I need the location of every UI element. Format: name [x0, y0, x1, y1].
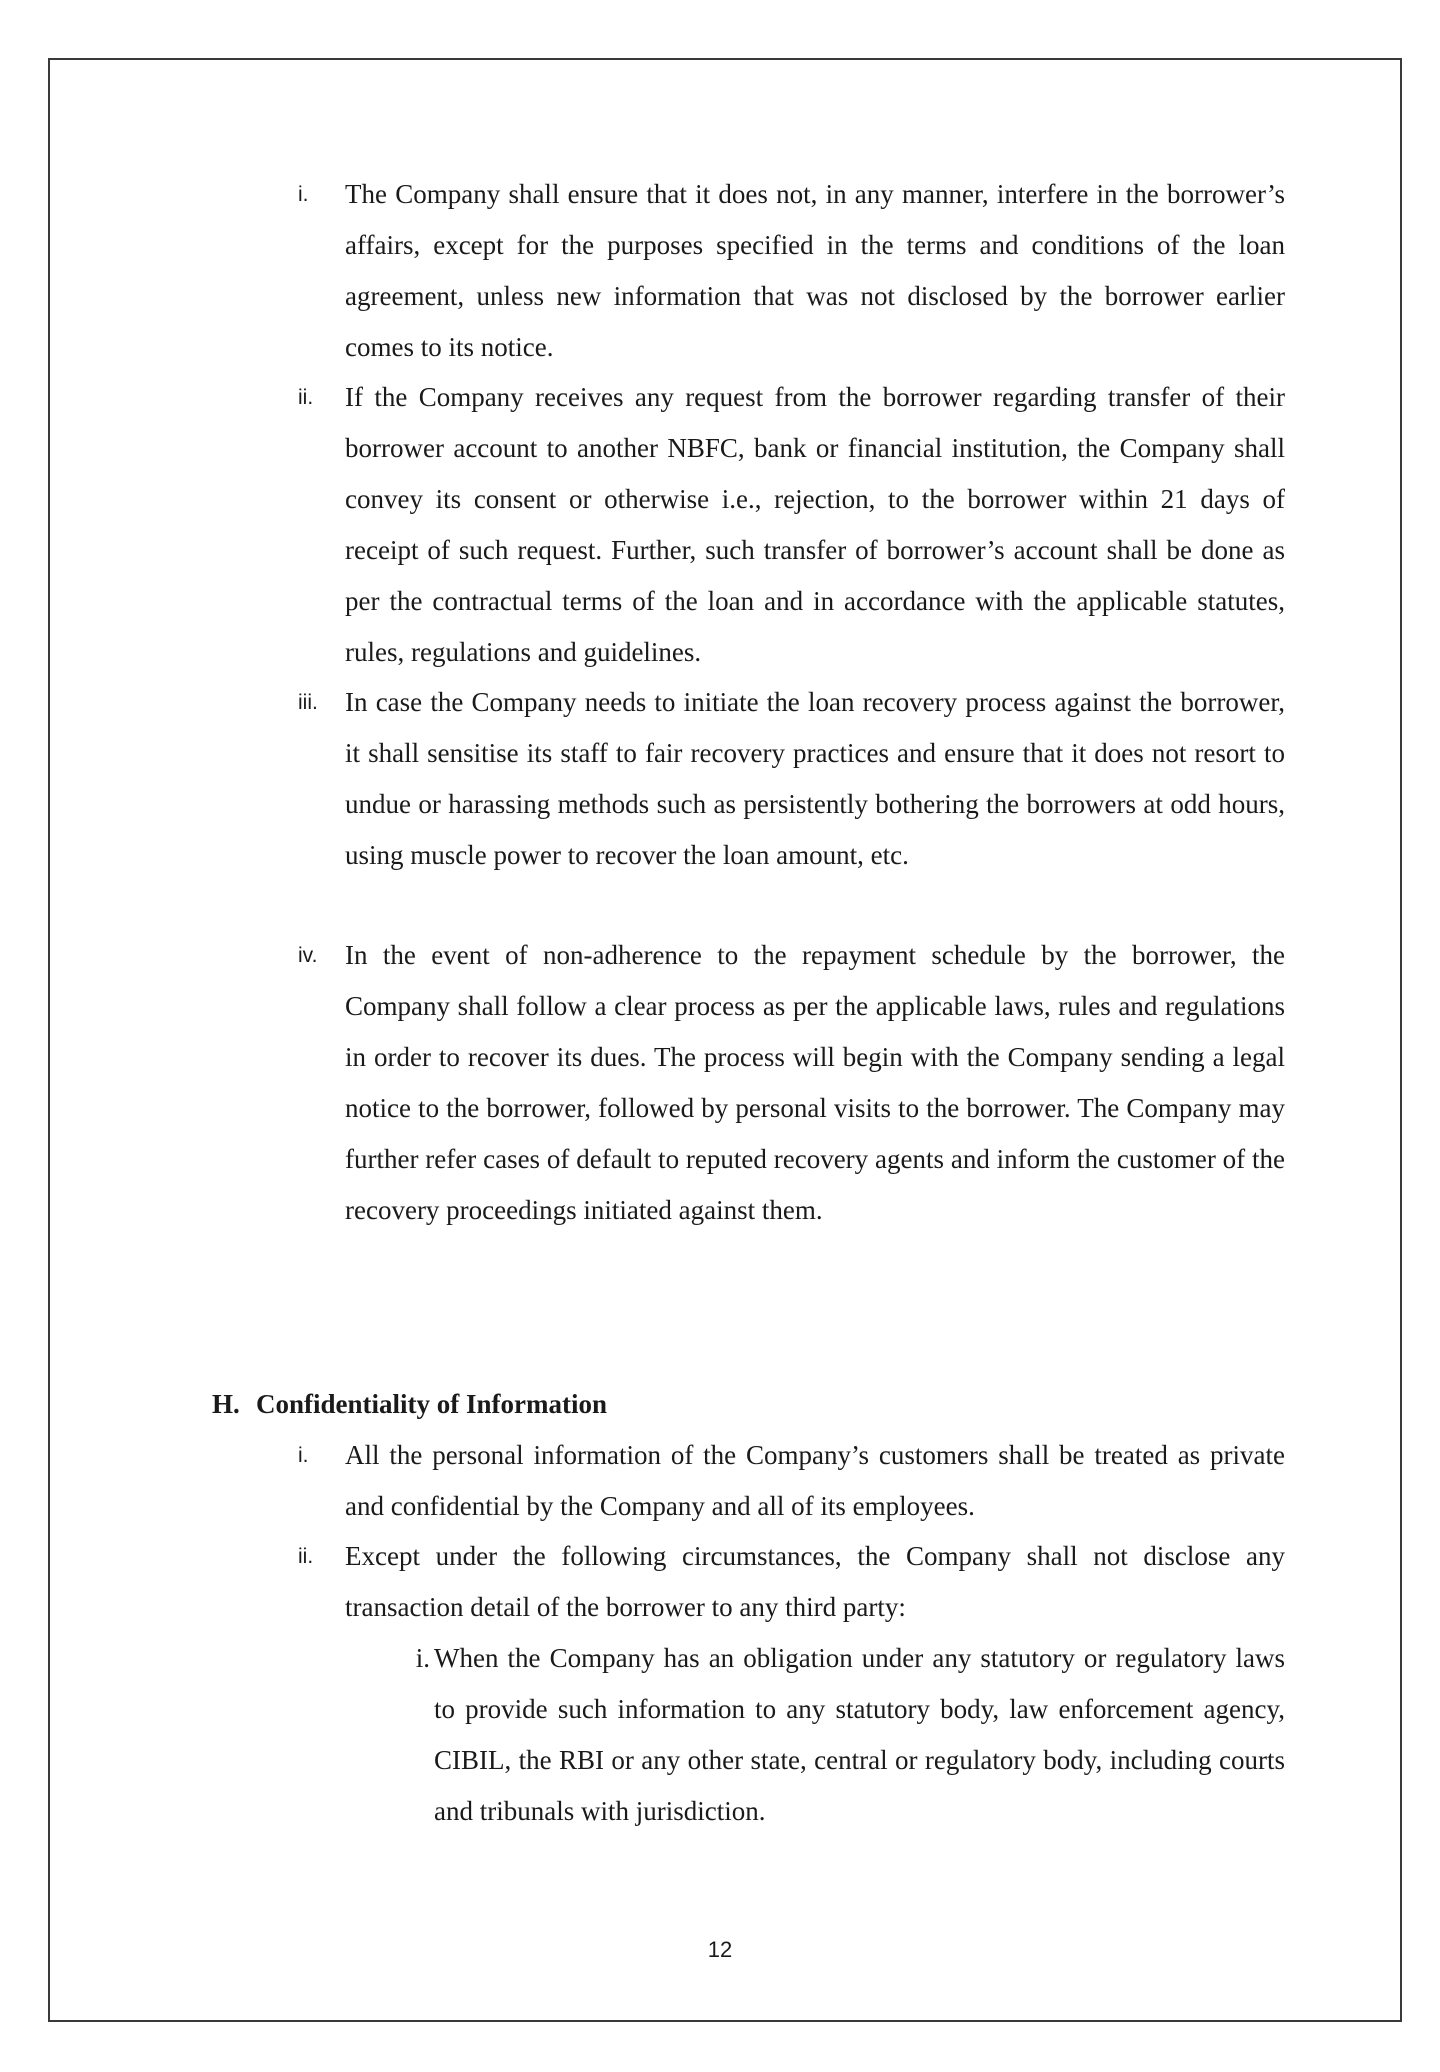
list-item-text: All the personal information of the Company’s customers shall be treated as private and confidential by the Company and all of its employees. [345, 1440, 1285, 1521]
list-item-text: In the event of non-adherence to the repayment schedule by the borrower, the Company shall follow a clear process as per the applicable laws, rules and regulations in order to recover its dues. The process will begin with the Company sending a legal notice to the borrower, followed by personal visits to the borrower. The Company may further refer cases of default to reputed recovery agents and inform the customer of the recovery proceedings initiated against them. [345, 940, 1285, 1225]
list-item-number: iv. [298, 944, 318, 967]
list-item-number: ii. [298, 1545, 314, 1568]
sub-list-item-text: When the Company has an obligation under any statutory or regulatory laws to provide such information to any statutory body, law enforcement agency, CIBIL, the RBI or any other state, central or regulatory body, including courts and tribunals with jurisdiction. [434, 1643, 1285, 1826]
list-item-number: ii. [298, 386, 314, 409]
list-item-text: In case the Company needs to initiate the loan recovery process against the borrower, it shall sensitise its staff to fair recovery practices and ensure that it does not resort to undue or harassing methods such as persistently bothering the borrowers at odd hours, using muscle power to recover the loan amount, etc. [345, 687, 1285, 870]
list-item-number: i. [298, 183, 309, 206]
section-heading [212, 1379, 607, 1430]
sub-list-item-number: i. [415, 1643, 430, 1673]
list-item-text: Except under the following circumstances, the Company shall not disclose any transaction detail of the borrower to any third party: [345, 1541, 1285, 1622]
list-item-text: The Company shall ensure that it does not, in any manner, interfere in the borrower’s affairs, except for the purposes specified in the terms and conditions of the loan agreement, unless new information that was not disclosed by the borrower earlier comes to its notice. [345, 179, 1285, 362]
list-item-number: i. [298, 1444, 309, 1467]
page-number: 12 [707, 1937, 733, 1962]
list-item-number: iii. [298, 691, 318, 714]
section-letter: H. [212, 1389, 240, 1419]
section-title: Confidentiality of Information [256, 1389, 607, 1419]
list-item-text: If the Company receives any request from the borrower regarding transfer of their borrower account to another NBFC, bank or financial institution, the Company shall convey its consent or otherwise i.e., rejection, to the borrower within 21 days of receipt of such request. Further, such transfer of borrower’s account shall be done as per the contractual terms of the loan and in accordance with the applicable statutes, rules, regulations and guidelines. [345, 382, 1285, 667]
